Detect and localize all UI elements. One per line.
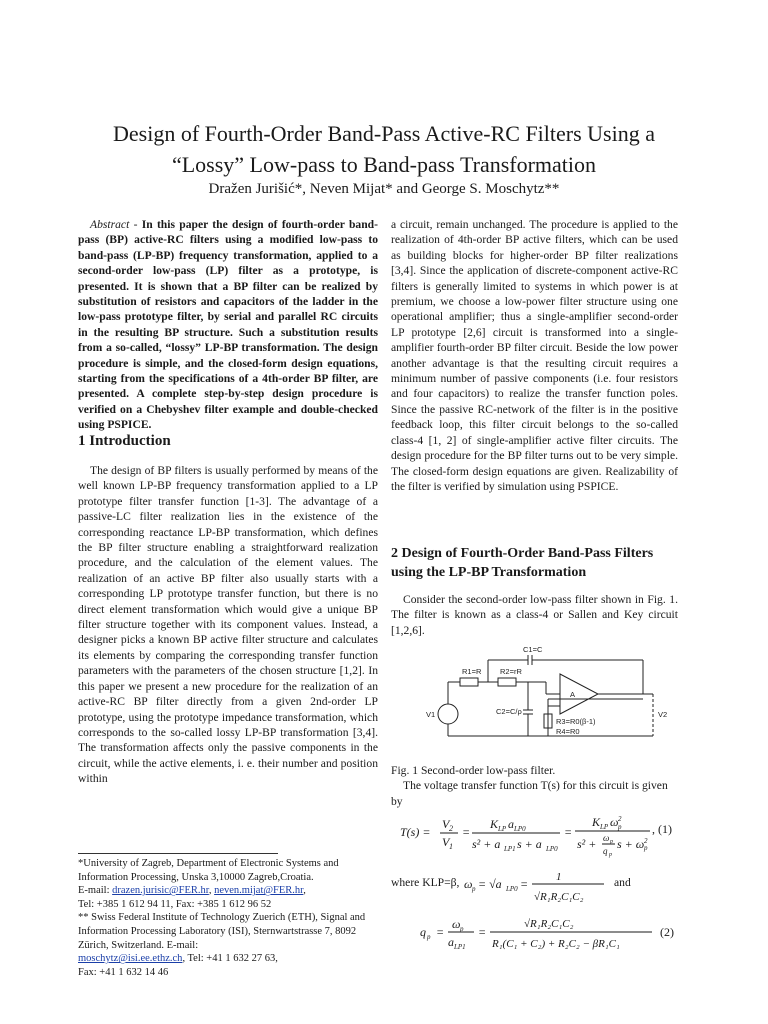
svg-text:s² + a: s² + a [472,837,501,851]
svg-text:LP: LP [498,825,507,833]
svg-text:LP0: LP0 [514,825,526,833]
footnote-1: *University of Zagreb, Department of Electronic Systems and Information Processing, Unska 3,10000 Zagreb,Croatia. [78,858,339,883]
transfer-function-intro: The voltage transfer function T(s) for this circuit is given by [391,779,668,808]
svg-text:T(s) =: T(s) = [400,825,431,839]
svg-text:=: = [462,825,471,839]
footnote-2-fax: Fax: +41 1 632 14 46 [78,966,169,978]
and-text: and [614,876,631,889]
email-label: E-mail: [78,885,113,897]
equation-1 [400,808,680,858]
svg-text:LP0: LP0 [506,885,518,893]
svg-text:LP1: LP1 [454,943,466,951]
section-2-heading: 2 Design of Fourth-Order Band-Pass Filters using the LP-BP Transformation [391,546,654,580]
svg-text:V: V [442,817,450,831]
svg-text:p: p [610,839,613,845]
svg-text:√R₁R₂C₁C₂: √R₁R₂C₁C₂ [524,918,574,930]
label-c2: C2=C/ρ [496,707,522,716]
svg-text:√R₁R₂C₁C₂: √R₁R₂C₁C₂ [534,891,584,903]
svg-text:p: p [427,933,431,941]
footnote-2: ** Swiss Federal Institute of Technology Zuerich (ETH), Signal and Information Processing Laboratory (ISI), Sternwartstrasse 7, 8092 Zürich, Switzerland. E-mail: [78,912,366,951]
footnote-2-contact [78,952,378,966]
svg-text:q: q [603,846,608,856]
equation-2-number: (2) [660,925,674,939]
abstract-text: In this paper the design of fourth-order band-pass (BP) active-RC filters using a modified low-pass to band-pass (LP-BP) frequency transformation, applied to a second-order low-pass (LP) filter as a prototype, is presented. It is shown that a BP filter can be realized by substitution of resistors and capacitors of the ladder in the low-pass prototype filter, by serial and parallel RC circuits in the resulting BP structure. Such a substitution results from a so-called, “lossy” LP-BP transformation. The design procedure is simple, and the closed-form design equations, starting from the specifications of a 4th-order BP filter, are presented. A complete step-by-step design procedure is verified on a Chebyshev filter example and double-checked using PSPICE. [78,218,378,432]
svg-text:LP0: LP0 [546,845,558,853]
svg-text:2: 2 [644,837,648,845]
right-column-paragraph: a circuit, remain unchanged. The procedure is applied to the realization of 4th-order BP active filters, which can be used as building blocks for higher-order BP filter realizations [3,4]. Since the application of discrete-component active-RC filters is generally limited to systems in which power is at premium, we choose a low-power filter structure using one operational amplifier; thus a single-amplifier second-order LP prototype [2,6] circuit is transformed into a single-amplifier fourth-order BP filter circuit. Beside the low power another advantage is that the resulting circuit requires a minimum number of passive components (i.e. four resistors and four capacitors) to realize the transfer function poles. Since the passive RC-network of the filter is in the positive feedback loop, this filter circuit belongs to the so-called class-4 [1, 2] of single-amplifier active filter circuits. The design procedure for the BP filter turns out to be very simple. The closed-form design equations are given. Realizability of the filter is verified by simulation using PSPICE. [391,218,678,493]
svg-text:=: = [564,825,573,839]
email-link-jurisic[interactable]: drazen.jurisic@FER.hr [112,885,209,897]
section-2-text [391,592,678,638]
svg-text:q: q [420,925,426,939]
section-2-paragraph: Consider the second-order low-pass filter shown in Fig. 1. The filter is known as a class-4 or Sallen and Key circuit [1,2,6]. [391,593,678,637]
svg-text:LP1: LP1 [504,845,516,853]
label-v2: V2 [658,710,668,719]
svg-text:a: a [508,817,514,831]
svg-text:p: p [618,823,622,831]
svg-text:R₁(C₁ + C₂) + R₂C₂ − βR₁C₁: R₁(C₁ + C₂) + R₂C₂ − βR₁C₁ [492,938,620,950]
fig-caption-text: Fig. 1 Second-order low-pass filter. [391,764,556,777]
right-column-text [391,217,678,494]
svg-text:K: K [490,817,499,831]
svg-text:= √a: = √a [478,877,502,891]
svg-text:s + a: s + a [517,837,542,851]
footnote-divider [78,853,278,854]
svg-text:=: = [436,925,445,939]
svg-text:=: = [520,877,529,891]
svg-text:a: a [448,935,454,949]
svg-text:ω: ω [464,877,473,891]
label-v1: V1 [426,710,436,719]
equation-omega [464,868,614,908]
footnote-1-emails: E-mail: drazen.jurisic@FER.hr, neven.mijat@FER.hr, [78,885,306,897]
intro-paragraph: The design of BP filters is usually performed by means of the well known LP-BP frequency transformation applied to a LP prototype filter transfer function [1-3]. The advantage of a passive-LC filter realization lies in the existence of the corresponding reactance LP-BP transformation, which defines the BP filter structure enabling a straightforward realization procedure, and the calculation of the element values. The realization of an active BP filter also usually starts with a corresponding LP prototype transfer function, but there is no direct element transformation which would give a unique BP filter structure together with its component values. Instead, a designer picks a known BP active filter structure and calculates its elements by comparing the corresponding transfer function parameters with the parameters of the chosen structure [1,2]. In this paper we present a new procedure for the realization of an active-RC BP filter directly from a given 2nd-order LP prototype, using the prototype impedance transformation, which corresponds to the so-called lossy LP-BP transformation [3,4]. The transformation affects only the passive components in the circuit, while the active elements, i. e. their number and position within [78,464,378,786]
email-link-mijat[interactable]: neven.mijat@FER.hr [214,885,304,897]
svg-text:s² +: s² + [577,837,597,851]
label-r2: R2=rR [500,667,522,676]
svg-text:V: V [442,835,450,849]
equation-2 [420,910,655,954]
svg-text:2: 2 [449,824,453,833]
abstract [78,217,378,433]
label-c1: C1=C [523,645,543,654]
authors: Dražen Jurišić*, Neven Mijat* and George S. Moschytz** [208,181,560,197]
svg-text:ω: ω [603,833,610,843]
svg-text:1: 1 [556,871,562,883]
section-1-heading: 1 Introduction [78,433,171,449]
svg-text:K: K [592,815,601,829]
equation-1-number: , (1) [652,822,672,836]
svg-text:p: p [609,852,612,858]
title-line-2: “Lossy” Low-pass to Band-pass Transformation [171,152,597,177]
label-a: A [570,690,576,699]
introduction-text [78,463,378,787]
title-line-1: Design of Fourth-Order Band-Pass Active-RC Filters Using a [113,121,655,146]
where-text: where KLP=β, [391,876,460,889]
svg-text:p: p [460,925,464,933]
svg-text:=: = [478,925,487,939]
figure-caption [391,763,678,809]
footnotes [78,857,378,979]
email-link-moschytz[interactable]: moschytz@isi.ee.ethz.ch [78,953,183,965]
label-r3: R3=R0(β-1) [556,717,596,726]
svg-text:LP: LP [600,823,609,831]
svg-text:p: p [644,844,648,852]
svg-text:ω: ω [452,917,461,931]
svg-text:s + ω: s + ω [617,837,645,851]
footnote-1-tel: Tel: +385 1 612 94 11, Fax: +385 1 612 96 52 [78,898,272,910]
label-r1: R1=R [462,667,482,676]
svg-text:2: 2 [618,815,622,823]
svg-text:ω: ω [610,815,619,829]
svg-text:p: p [472,885,476,893]
footnote-2-tel: , Tel: +41 1 632 27 63, [182,953,278,965]
svg-text:1: 1 [449,842,453,851]
abstract-label: Abstract - [90,218,142,231]
label-r4: R4=R0 [556,727,580,736]
circuit-diagram [398,644,676,744]
paper-title [60,118,708,180]
